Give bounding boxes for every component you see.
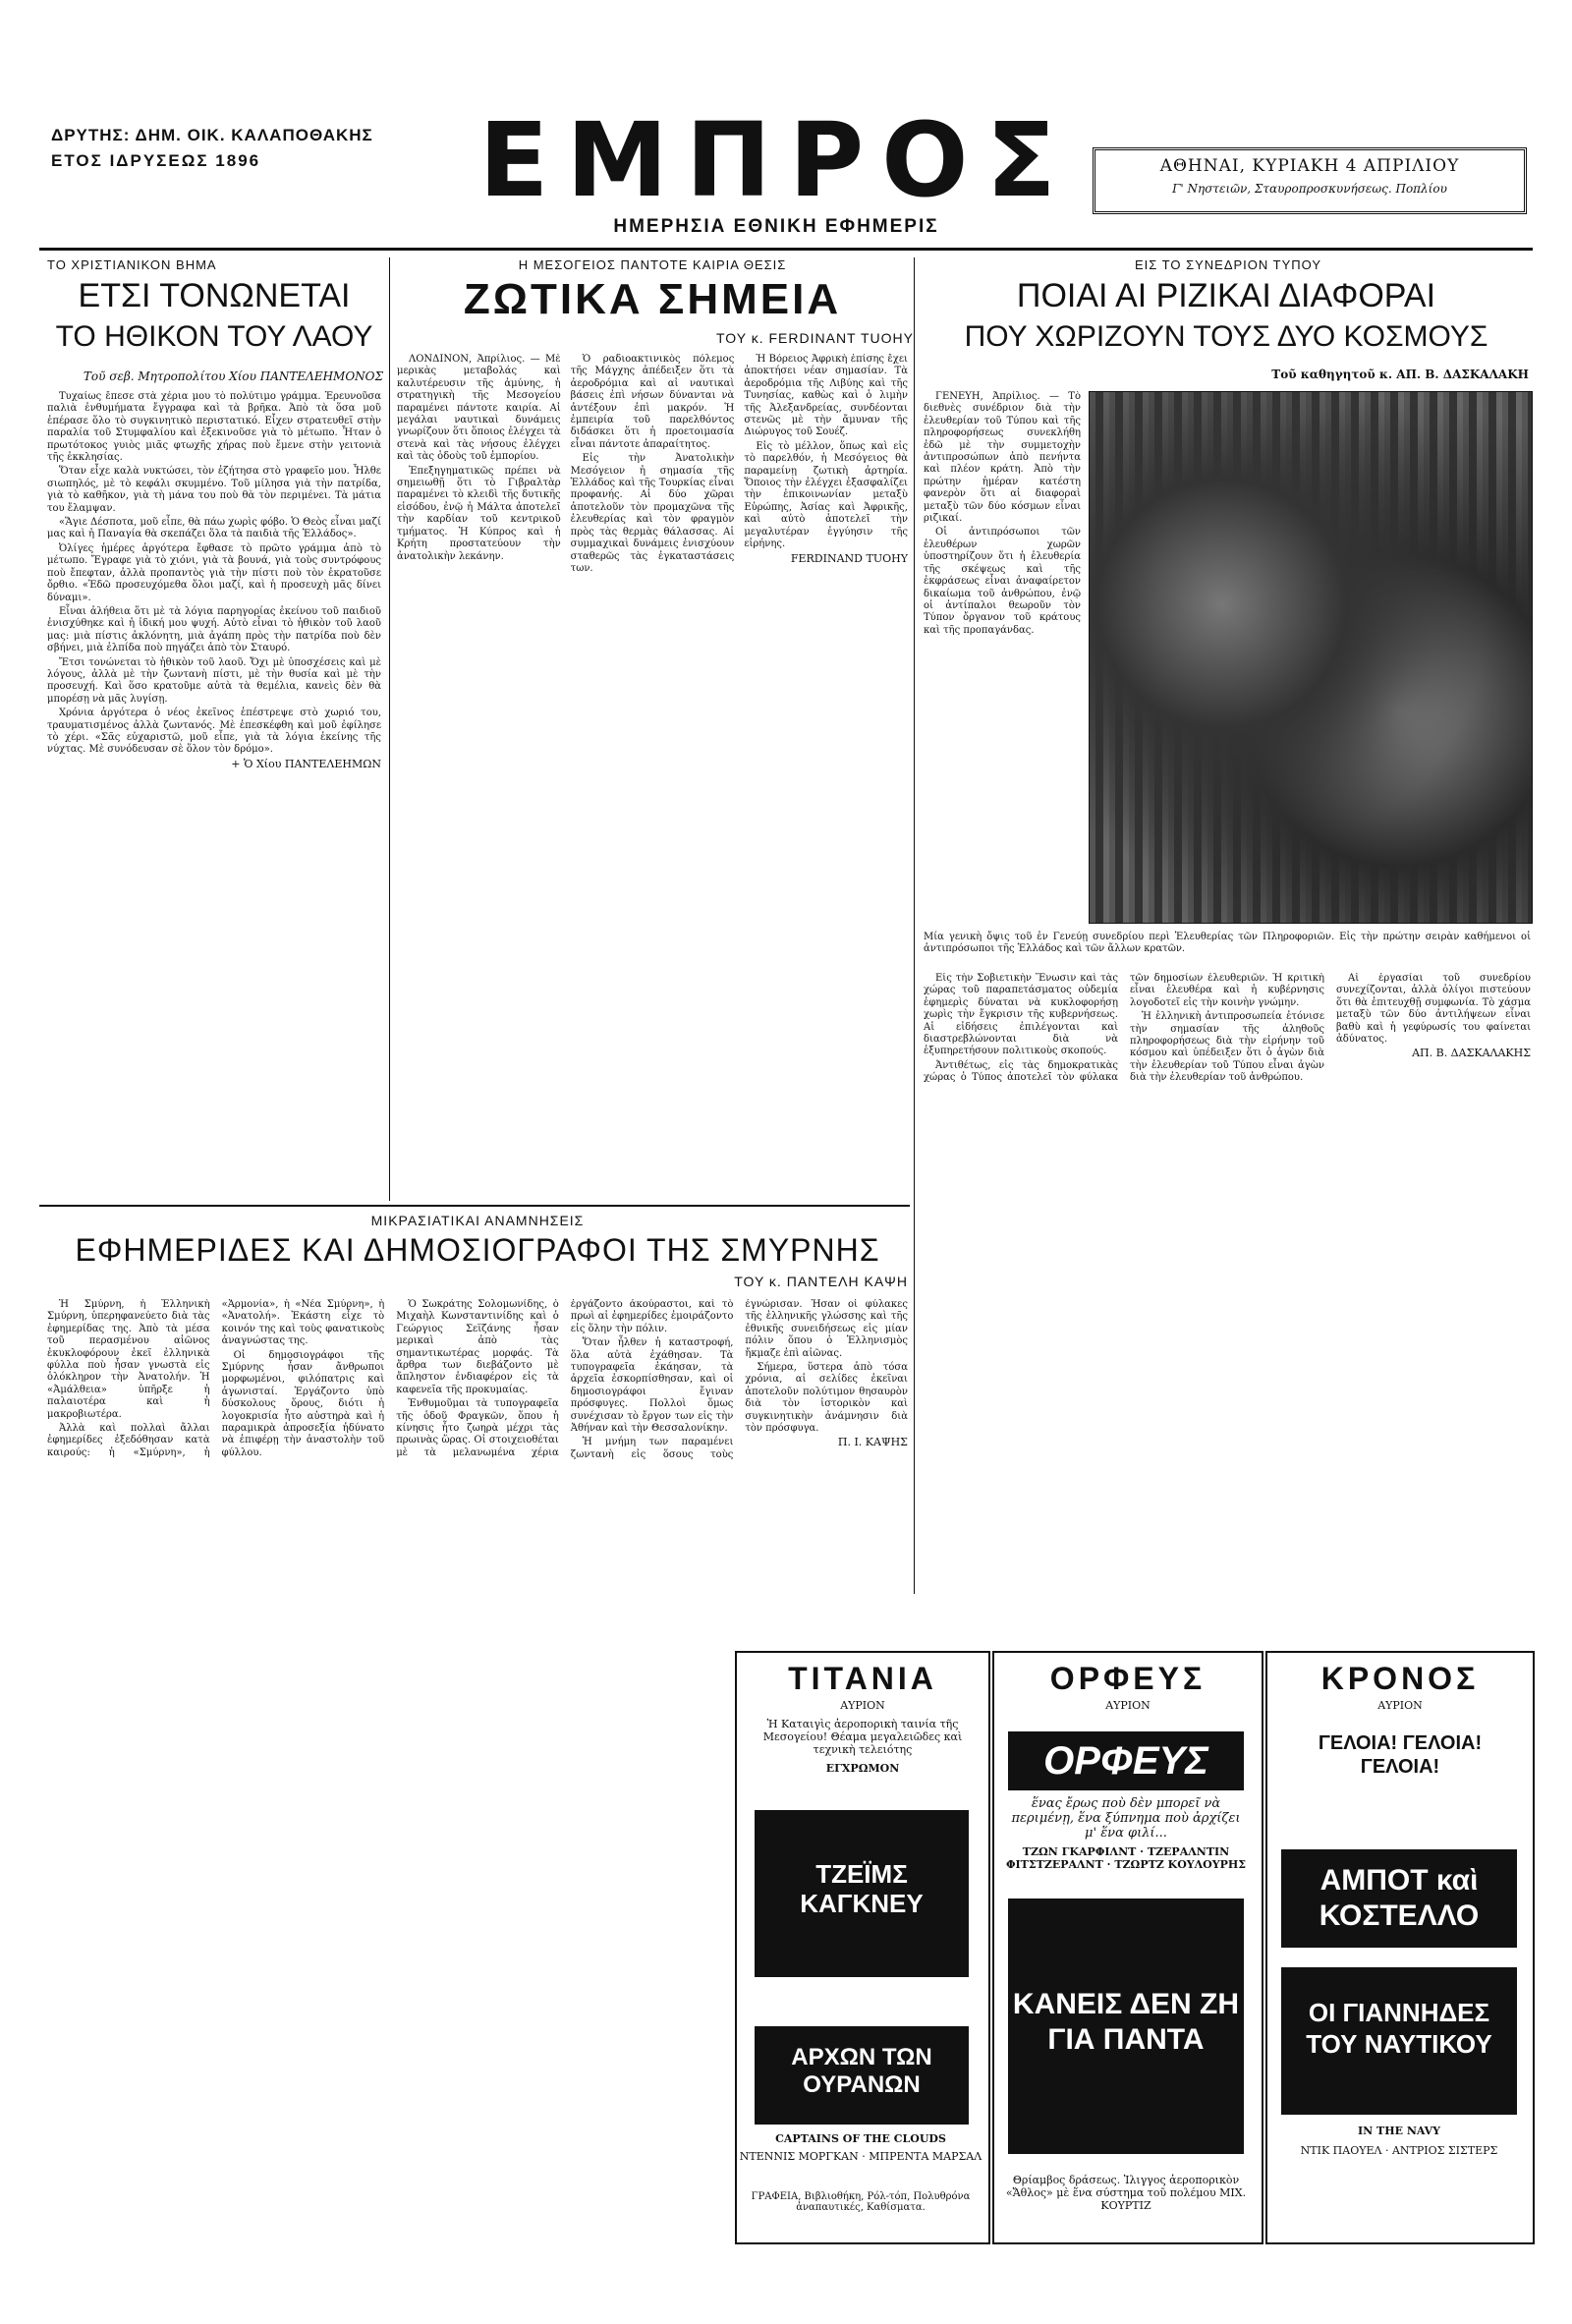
article4-paragraph: Σήμερα, ὕστερα ἀπὸ τόσα χρόνια, αἱ σελίδες ἐκεῖναι ἀποτελοῦν πολύτιμον θησαυρὸν διὰ τὸν ἱστορικὸν καὶ συγκινητικὴν ἀνάμνησιν διὰ τὸν πρόσφυγα.	[745, 1362, 908, 1435]
article1-body	[47, 391, 381, 1187]
founder-line: ΔΡΥΤΗΣ: ΔΗΜ. ΟΙΚ. ΚΑΛΑΠΟΘΑΚΗΣ	[51, 126, 373, 144]
article1-paragraph: Εἶναι ἀλήθεια ὅτι μὲ τὰ λόγια παρηγορίας ἐκείνου τοῦ παιδιοῦ ἐνισχύθηκε καὶ ἡ ἰδική μου ψυχή. Αὐτὸ εἶναι τὸ ἠθικὸν τοῦ λαοῦ μας: μιὰ πίστις ἀκλόνητη, μιὰ ἀγάπη πρὸς τὴν πατρίδα ποὺ δὲν σβήνει, μιὰ ἐλπίδα ποὺ πηγάζει ἀπὸ τὸν Σταυρό.	[47, 605, 381, 654]
article3-body	[924, 973, 1531, 1641]
masthead-left	[51, 126, 385, 171]
article3-paragraph: Ἀντιθέτως, εἰς τὰς δημοκρατικὰς χώρας ὁ Τύπος ἀποτελεῖ τὸν φύλακα τῶν δημοσίων ἐλευθεριῶν. Ἡ κριτικὴ εἶναι ἐλευθέρα καὶ ἡ κυβέρνησις λογοδοτεῖ εἰς τὴν κοινὴν γνώμην.	[924, 973, 1324, 1084]
cinema-name-kronos: ΚΡΟΝΟΣ	[1320, 1661, 1480, 1696]
ad-when: ΑΥΡΙΟΝ	[840, 1699, 885, 1712]
conference-photo	[1089, 391, 1533, 924]
article4-byline: ΤΟΥ κ. ΠΑΝΤΕΛΗ ΚΑΨΗ	[734, 1274, 908, 1289]
ad-star-name: ΑΜΠΟΤ καὶ ΚΟΣΤΕΛΛΟ	[1281, 1849, 1517, 1948]
masthead-rule	[39, 248, 1533, 251]
article2-paragraph: Εἰς τὴν Ἀνατολικὴν Μεσόγειον ἡ σημασία τῆς Ἑλλάδος καὶ τῆς Τουρκίας εἶναι προφανής. Αἱ δύο χῶραι ἀποτελοῦν τὸν προμαχῶνα τῆς ἐλευθερίας καὶ τὸν φραγμὸν πρὸς τὰς θερμὰς θάλασσας. Αἱ συμμαχικαὶ δυνάμεις ἐνισχύουν σταθερῶς τὰς ἐγκαταστάσεις των.	[570, 453, 735, 574]
article4-kicker: ΜΙΚΡΑΣΙΑΤΙΚΑΙ ΑΝΑΜΝΗΣΕΙΣ	[370, 1213, 585, 1228]
article1-paragraph: Ἔτσι τονώνεται τὸ ἠθικὸν τοῦ λαοῦ. Ὄχι μὲ ὑποσχέσεις καὶ μὲ λόγους, ἀλλὰ μὲ τὴν ζωντανὴ πίστι, μὲ τὴν θυσία καὶ μὲ τὴν προσευχή. Καὶ ὅσο κρατοῦμε αὐτὰ τὰ θεμέλια, κανεὶς δὲν θὰ μπορέσῃ νὰ μᾶς λυγίσῃ.	[47, 656, 381, 705]
ad-film-title: ΟΙ ΓΙΑΝΝΗΔΕΣ ΤΟΥ ΝΑΥΤΙΚΟΥ	[1281, 1967, 1517, 2115]
article3-headline-2: ΠΟΥ ΧΩΡΙΖΟΥΝ ΤΟΥΣ ΔΥΟ ΚΟΣΜΟΥΣ	[964, 320, 1488, 353]
article2-paragraph: ΛΟΝΔΙΝΟΝ, Ἀπρίλιος. — Μὲ μερικὰς μεταβολάς καὶ καλυτέρευσιν τῆς ἀμύνης, ἡ στρατηγικὴ τῆς Μεσογείου παραμένει πάντοτε καιρία. Αἱ μεγάλαι ναυτικαὶ δυνάμεις γνωρίζουν ὅτι ὅποιος ἐλέγχει τὰ στενὰ καὶ τὰς νήσους ἐλέγχει καὶ τὰς ὁδοὺς τοῦ ἐμπορίου.	[397, 354, 561, 463]
ad-cast: ΝΤΙΚ ΠΑΟΥΕΛ · ΑΝΤΡΙΟΣ ΣΙΣΤΕΡΣ	[1300, 2144, 1498, 2157]
ad-cast: ΤΖΩΝ ΓΚΑΡΦΙΛΝΤ · ΤΖΕΡΑΛΝΤΙΝ ΦΙΤΣΤΖΕΡΑΛΝΤ · ΤΖΩΡΤΖ ΚΟΥΛΟΥΡΗΣ	[1005, 1845, 1247, 1871]
article1-byline: Τοῦ σεβ. Μητροπολίτου Χίου ΠΑΝΤΕΛΕΗΜΟΝΟΣ	[83, 369, 383, 383]
article4-paragraph: Ἡ Σμύρνη, ἡ Ἑλληνικὴ Σμύρνη, ὑπερηφανεύετο διὰ τὰς ἐφημερίδας της. Ἀπὸ τὰ μέσα τοῦ περασμένου αἰῶνος ἐκυκλοφόρουν ἐκεῖ ἐλληνικὰ φύλλα ποὺ ἦσαν γνωστὰ εἰς ὁλόκληρον τὴν Ἀνατολήν. Ἡ «Ἀμάλθεια» ὑπῆρξε ἡ παλαιοτέρα καὶ ἡ μακροβιωτέρα.	[47, 1299, 210, 1420]
article1-kicker: ΤΟ ΧΡΙΣΤΙΑΝΙΚΟΝ ΒΗΜΑ	[47, 257, 217, 272]
newspaper-logo: ΕΜΠΡΟΣ	[478, 100, 1074, 220]
article2-kicker: Η ΜΕΣΟΓΕΙΟΣ ΠΑΝΤΟΤΕ ΚΑΙΡΙΑ ΘΕΣΙΣ	[518, 257, 787, 272]
article1-paragraph: Ὀλίγες ἡμέρες ἀργότερα ἔφθασε τὸ πρῶτο γράμμα ἀπὸ τὸ μέτωπο. Ἔγραφε γιὰ τὸ χιόνι, γιὰ τὰ βουνά, γιὰ τοὺς συντρόφους ποὺ ἔπεφταν, ἀλλὰ προπαντὸς γιὰ τὴν πίστι ποὺ τὸν ἐκρατοῦσε ὄρθιο. «Ἐδῶ προσευχόμεθα ὅλοι μαζί, καὶ ἡ προσευχὴ μᾶς δίνει δύναμι».	[47, 542, 381, 603]
ad-title-script: ΟΡΦΕΥΣ	[1008, 1731, 1244, 1790]
article4-paragraph: Ἀλλὰ καὶ πολλαὶ ἄλλαι ἐφημερίδες ἐξεδόθησαν κατὰ καιρούς: ἡ «Σμύρνη», ἡ «Ἁρμονία», ἡ «Νέα Σμύρνη», ἡ «Ἀνατολή». Ἑκάστη εἶχε τὸ κοινόν της καὶ τοὺς φανατικοὺς ἀναγνώστας της.	[47, 1299, 385, 1458]
article4-paragraph: Ἐνθυμοῦμαι τὰ τυπογραφεῖα τῆς ὁδοῦ Φραγκῶν, ὅπου ἡ κίνησις ἦτο ζωηρὰ μέχρι τὰς πρωινὰς ὥρας. Οἱ στοιχειοθέται μὲ τὰ μελανωμένα χέρια ἐργάζοντο ἀκούραστοι, καὶ τὸ πρωὶ αἱ ἐφημερίδες ἐμοιράζοντο εἰς ὅλην τὴν πόλιν.	[396, 1299, 734, 1458]
ad-when: ΑΥΡΙΟΝ	[1377, 1699, 1423, 1712]
article3-paragraph: Εἰς τὴν Σοβιετικὴν Ἕνωσιν καὶ τὰς χώρας τοῦ παραπετάσματος οὐδεμία ἐφημερὶς δύναται νὰ κυκλοφορήσῃ χωρὶς τὴν ἔγκρισιν τῆς κυβερνήσεως. Αἱ εἰδήσεις ἐπιλέγονται καὶ διαστρεβλώνονται διὰ νὰ ἐξυπηρετήσουν πολιτικοὺς σκοπούς.	[924, 973, 1118, 1057]
ad-film-title: ΚΑΝΕΙΣ ΔΕΝ ΖΗ ΓΙΑ ΠΑΝΤΑ	[1008, 1899, 1244, 2154]
ad-when: ΑΥΡΙΟΝ	[1105, 1699, 1151, 1712]
article1-paragraph: «Ἅγιε Δέσποτα, μοῦ εἶπε, θὰ πάω χωρὶς φόβο. Ὁ Θεὸς εἶναι μαζί μας καὶ ἡ Παναγία θὰ σκεπάζει ὅλα τὰ παιδιὰ τῆς Ἑλλάδος».	[47, 517, 381, 540]
article3-lead	[924, 391, 1081, 922]
article2-paragraph: Ἡ Βόρειος Ἀφρικὴ ἐπίσης ἔχει ἀποκτήσει νέαν σημασίαν. Τὰ ἀεροδρόμια τῆς Λιβύης καὶ τῆς Τυνησίας, καθὼς καὶ ὁ λιμὴν τῆς Ἀλεξανδρείας, συνδέονται στενῶς μὲ τὴν ἄμυναν τῆς Διώρυγος τοῦ Σουέζ.	[744, 354, 908, 438]
article4-paragraph: Ἡ μνήμη των παραμένει ζωντανὴ εἰς ὅσους τοὺς ἐγνώρισαν. Ἦσαν οἱ φύλακες τῆς ἑλληνικῆς γλώσσης καὶ τῆς ἐθνικῆς συνειδήσεως εἰς μίαν πόλιν ὅπου ὁ Ἑλληνισμὸς ἤκμαζε ἐπὶ αἰῶνας.	[570, 1299, 908, 1460]
article4-headline: ΕΦΗΜΕΡΙΔΕΣ ΚΑΙ ΔΗΜΟΣΙΟΓΡΑΦΟΙ ΤΗΣ ΣΜΥΡΝΗΣ	[75, 1232, 880, 1268]
article4-paragraph: Οἱ δημοσιογράφοι τῆς Σμύρνης ἦσαν ἄνθρωποι μορφωμένοι, φιλόπατρις καὶ ἀγωνισταί. Ἐργάζοντο ὑπὸ δύσκολους ὅρους, διότι ἡ λογοκρισία ἦτο αὐστηρὰ καὶ ἡ παραμικρὰ ἀπροσεξία ἠδύνατο νὰ ἐπιφέρῃ τὴν ἀναστολὴν τοῦ φύλλου.	[221, 1349, 385, 1458]
ad-orfeus	[992, 1651, 1263, 2244]
article3-paragraph: ΓΕΝΕΥΗ, Ἀπρίλιος. — Τὸ διεθνὲς συνέδριον διὰ τὴν ἐλευθερίαν τοῦ Τύπου καὶ τῆς πληροφορήσεως συνεκλήθη ἐδῶ μὲ τὴν συμμετοχὴν ἀντιπροσώπων ἀπὸ πενήντα καὶ πλέον κράτη. Ἀπὸ τὴν πρώτην ἡμέραν κατέστη φανερὸν ὅτι αἱ διαφοραὶ μεταξὺ τῶν δύο κόσμων εἶναι ριζικαί.	[924, 391, 1081, 525]
ad-kronos	[1265, 1651, 1535, 2244]
article4-signature: Π. Ι. ΚΑΨΗΣ	[837, 1436, 908, 1449]
ad-film-title: ΑΡΧΩΝ ΤΩΝ ΟΥΡΑΝΩΝ	[755, 2026, 969, 2125]
column-rule	[914, 257, 915, 1594]
article3-signature: ΑΠ. Β. ΔΑΣΚΑΛΑΚΗΣ	[1412, 1047, 1531, 1060]
issue-date: ΑΘΗΝΑΙ, ΚΥΡΙΑΚΗ 4 ΑΠΡΙΛΙΟΥ	[1159, 156, 1460, 176]
ad-intro: Ἡ Καταιγὶς ἀεροπορικὴ ταινία τῆς Μεσογείου! Θέαμα μεγαλειῶδες καὶ τεχνικὴ τελειότης	[762, 1718, 963, 1756]
founded-line: ΕΤΟΣ ΙΔΡΥΣΕΩΣ 1896	[51, 151, 261, 170]
ad-titania	[735, 1651, 990, 2244]
ad-tagline: ἕνας ἔρως ποὺ δὲν μπορεῖ νὰ περιμένῃ, ἕνα ξύπνημα ποὺ ἀρχίζει μ' ἕνα φιλί...	[1011, 1796, 1241, 1841]
article4-paragraph: Ὁ Σωκράτης Σολομωνίδης, ὁ Μιχαὴλ Κωνσταντινίδης καὶ ὁ Γεώργιος Σεϊζάνης ἦσαν μερικαὶ ἀπὸ τὰς σημαντικωτέρας μορφάς. Τὰ ἄρθρα των διεβάζοντο μὲ ἄπληστον ἐνδιαφέρον εἰς τὰ καφενεῖα τῆς προκυμαίας.	[396, 1299, 559, 1395]
article2-paragraph: Ὁ ραδιοακτινικὸς πόλεμος τῆς Μάγχης ἀπέδειξεν ὅτι τὰ ἀεροδρόμια καὶ αἱ ναυτικαὶ βάσεις ἐπὶ νήσων δύνανται νὰ ἀντέξουν ἐπὶ μακρόν. Ἡ ἐμπειρία τοῦ παρελθόντος διδάσκει ὅτι ἡ προετοιμασία εἶναι πάντοτε ἀπαραίτητος.	[570, 354, 735, 450]
article4-paragraph: Ὅταν ἦλθεν ἡ καταστροφή, ὅλα αὐτὰ ἐχάθησαν. Τὰ τυπογραφεῖα ἐκάησαν, τὰ ἀρχεῖα ἐσκορπίσθησαν, καὶ οἱ δημοσιογράφοι ἔγιναν πρόσφυγες. Πολλοὶ ὅμως συνέχισαν τὸ ἔργον των εἰς τὴν Ἀθήναν καὶ τὴν Θεσσαλονίκην.	[570, 1337, 734, 1435]
article3-byline: Τοῦ καθηγητοῦ κ. ΑΠ. Β. ΔΑΣΚΑΛΑΚΗ	[1271, 368, 1529, 381]
cinema-name-orfeus: ΟΡΦΕΥΣ	[1049, 1661, 1207, 1696]
article3-paragraph: Ἡ ἑλληνικὴ ἀντιπροσωπεία ἐτόνισε τὴν σημασίαν τῆς ἀληθοῦς πληροφορήσεως διὰ τὴν εἰρήνην τοῦ κόσμου καὶ ὑπέδειξεν ὅτι ὁ ἀγὼν διὰ τὴν ἐλευθερίαν τοῦ Τύπου εἶναι ἀγὼν διὰ τὴν ἐλευθερίαν τοῦ ἀνθρώπου.	[1130, 1011, 1324, 1084]
article2-signature: FERDINAND TUOHY	[790, 551, 908, 565]
article3-headline-1: ΠΟΙΑΙ ΑΙ ΡΙΖΙΚΑΙ ΔΙΑΦΟΡΑΙ	[1016, 277, 1436, 314]
ad-star-name: ΤΖΕΪΜΣ ΚΑΓΚΝΕΥ	[755, 1810, 969, 1977]
article1-headline-1: ΕΤΣΙ ΤΟΝΩΝΕΤΑΙ	[78, 277, 351, 314]
section-rule	[39, 1205, 910, 1207]
article1-paragraph: Τυχαίως ἔπεσε στὰ χέρια μου τὸ πολύτιμο γράμμα. Ἐρευνοῦσα παλιὰ ἐνθυμήματα ἔγγραφα καὶ τὰ βρῆκα. Ἀπὸ τὰ ὅσα μοῦ ἐπέρασε ὅλο τὸ συγκινητικὸ περιστατικό. Εἶχεν στρατευθεῖ στὴν παραλία τοῦ Στυμφαλίου καὶ ἐξεκινοῦσε γιὰ τὸ μέτωπο. Ἦταν ὁ πρωτότοκος γυιὸς μιᾶς φτωχῆς χήρας ποὺ ἔμενε στὴν γειτονιὰ τῆς ἐκκλησίας.	[47, 391, 381, 464]
article2-headline: ΖΩΤΙΚΑ ΣΗΜΕΙΑ	[463, 275, 842, 323]
article3-paragraph: Αἱ ἐργασίαι τοῦ συνεδρίου συνεχίζονται, ἀλλὰ ὀλίγοι πιστεύουν ὅτι θὰ ἐπιτευχθῇ συμφωνία. Τὸ χάσμα μεταξὺ τῶν δύο ἀντιλήψεων εἶναι βαθὺ καὶ ἡ γεφύρωσίς του φαίνεται ἀδύνατος.	[1336, 973, 1531, 1046]
article3-paragraph: Οἱ ἀντιπρόσωποι τῶν ἐλευθέρων χωρῶν ὑποστηρίζουν ὅτι ἡ ἐλευθερία τῆς σκέψεως καὶ τῆς ἐκφράσεως εἶναι ἀναφαίρετον δικαίωμα τοῦ ἀνθρώπου, ἐνῷ οἱ ἀντίπαλοι θεωροῦν τὸν Τύπον ὄργανον τοῦ κράτους καὶ τῆς προπαγάνδας.	[924, 527, 1081, 636]
ad-footer: Θρίαμβος δράσεως. Ἰλιγγος ἀεροπορικὸν «Ἄθλος» μὲ ἕνα σύστημα τοῦ πολέμου ΜΙΧ. ΚΟΥΡΤΙΖ	[1005, 2174, 1247, 2212]
church-calendar: Γ' Νηστειῶν, Σταυροπροσκυνήσεως. Ποπλίου	[1172, 182, 1447, 196]
ad-film-english: CAPTAINS OF THE CLOUDS	[775, 2132, 946, 2145]
ad-film-english: IN THE NAVY	[1358, 2125, 1440, 2137]
article1-headline-2: ΤΟ ΗΘΙΚΟΝ ΤΟΥ ΛΑΟΥ	[55, 320, 373, 353]
newspaper-subtitle: ΗΜΕΡΗΣΙΑ ΕΘΝΙΚΗ ΕΦΗΜΕΡΙΣ	[613, 216, 939, 237]
ad-color: ΕΓΧΡΩΜΟΝ	[825, 1762, 900, 1775]
date-box	[1093, 147, 1527, 214]
ad-footer: ΓΡΑΦΕΙΑ, Βιβλιοθήκη, Ρόλ-τόπ, Πολυθρόνα ἀναπαυτικές, Καθίσματα.	[751, 2191, 971, 2213]
article3-kicker: ΕΙΣ ΤΟ ΣΥΝΕΔΡΙΟΝ ΤΥΠΟΥ	[1134, 257, 1322, 272]
ad-cast: ΝΤΕΝΝΙΣ ΜΟΡΓΚΑΝ · ΜΠΡΕΝΤΑ ΜΑΡΣΑΛ	[739, 2150, 982, 2163]
photo-caption: Μία γενικὴ ὄψις τοῦ ἐν Γενεύῃ συνεδρίου περὶ Ἐλευθερίας τῶν Πληροφοριῶν. Εἰς τὴν πρώτην σειρὰν καθήμενοι οἱ ἀντιπρόσωποι τῆς Ἑλλάδος καὶ τῶν ἄλλων κρατῶν.	[924, 932, 1531, 954]
ad-shout: ΓΕΛΟΙΑ! ΓΕΛΟΙΑ! ΓΕΛΟΙΑ!	[1318, 1732, 1483, 1778]
article2-byline: ΤΟΥ κ. FERDINANT TUOHY	[716, 330, 914, 346]
column-rule	[389, 257, 390, 1201]
article2-paragraph: Ἐπεξηγηματικῶς πρέπει νὰ σημειωθῇ ὅτι τὸ Γιβραλτὰρ παραμένει τὸ κλειδὶ τῆς δυτικῆς εἰσόδου, ἐνῷ ἡ Μάλτα ἀποτελεῖ τὴν καρδίαν τοῦ κεντρικοῦ τμήματος. Ἡ Κύπρος καὶ ἡ Κρήτη προστατεύουν τὴν ἀνατολικὴν λεκάνην.	[397, 465, 561, 562]
article1-signature: + Ὁ Χίου ΠΑΝΤΕΛΕΗΜΩΝ	[231, 757, 381, 770]
article2-paragraph: Εἰς τὸ μέλλον, ὅπως καὶ εἰς τὸ παρελθόν, ἡ Μεσόγειος θὰ παραμείνῃ ζωτικὴ ἀρτηρία. Ὅποιος τὴν ἐλέγχει ἐξασφαλίζει τὴν ἐπικοινωνίαν μεταξὺ Εὐρώπης, Ἀσίας καὶ Ἀφρικῆς, καὶ αὐτὸ ἀποτελεῖ τὴν μεγαλυτέραν ἐγγύησιν τῆς εἰρήνης.	[744, 440, 908, 550]
article1-paragraph: Χρόνια ἀργότερα ὁ νέος ἐκεῖνος ἐπέστρεψε στὸ χωριό του, τραυματισμένος ἀλλὰ ζωντανός. Μὲ ἐπεσκέφθη καὶ μοῦ ἐφίλησε τὸ χέρι. «Σᾶς εὐχαριστῶ, μοῦ εἶπε, γιὰ τὰ λόγια ἐκείνης τῆς νύχτας. Μὲ συνόδευσαν σὲ ὅλον τὸν δρόμο».	[47, 708, 381, 756]
cinema-name-titania: ΤΙΤΑΝΙΑ	[788, 1661, 937, 1696]
article1-paragraph: Ὅταν εἶχε καλὰ νυκτώσει, τὸν ἐζήτησα στὸ γραφεῖο μου. Ἦλθε σιωπηλός, μὲ τὸ κεφάλι σκυμμένο. Τοῦ μίλησα γιὰ τὴν πατρίδα, γιὰ τὸ καθῆκον, γιὰ τὴ μάνα του ποὺ θὰ τὸν περιμένει. Τὰ μάτια του ἔλαμψαν.	[47, 466, 381, 514]
